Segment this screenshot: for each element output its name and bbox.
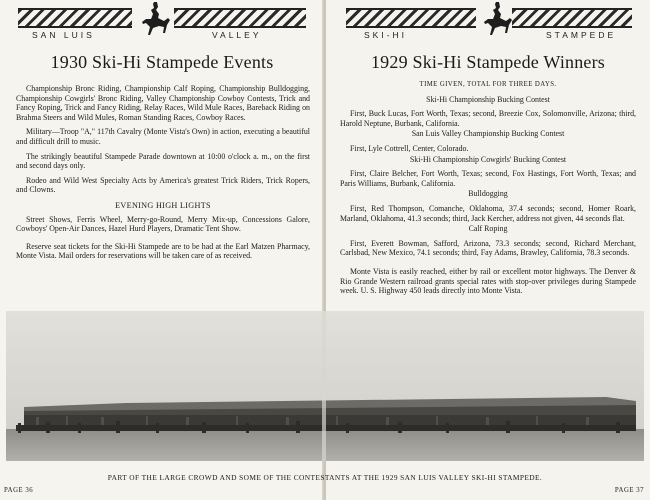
- page-number-left: PAGE 36: [4, 487, 34, 494]
- reserve-text: Reserve seat tickets for the Ski-Hi Stampede are to be had at the Earl Matzen Pharmacy, Monte Vista. Mail orders for reservations will be taken care of as received.: [16, 241, 310, 261]
- section-heading: Ski-Hi Championship Cowgirls' Bucking Contest: [409, 154, 567, 164]
- page-title: 1929 Ski-Hi Stampede Winners: [370, 52, 606, 72]
- stampede-crowd-photo: [6, 311, 644, 461]
- bronc-rider-icon: [480, 0, 514, 42]
- evening-text: Street Shows, Ferris Wheel, Merry-go-Round, Merry Mix-up, Concessions Galore, Cowboys' Open-Air Dances, Hazel Hurd Players, Dramatic Tent Show.: [16, 214, 310, 234]
- header-band-left-a: [18, 8, 132, 28]
- header-word-left: SAN LUIS: [32, 30, 95, 40]
- section-heading: San Luis Valley Championship Bucking Contest: [411, 129, 565, 139]
- events-paragraph: Military—Troop "A," 117th Cavalry (Monte Vista's Own) in action, executing a beautiful and difficult drill to music.: [16, 127, 310, 146]
- section-text: First, Buck Lucas, Fort Worth, Texas; second, Breezie Cox, Solomonville, Arizona; third, Harold Neptune, Burbank, California.: [340, 109, 636, 128]
- page-number-right: PAGE 37: [614, 487, 644, 494]
- bronc-rider-icon: [138, 0, 172, 42]
- section-text: First, Claire Belcher, Fort Worth, Texas; second, Fox Hastings, Fort Worth, Texas; and Paris Williams, Burbank, California.: [340, 169, 636, 188]
- header-word-right: VALLEY: [212, 30, 262, 40]
- header-word-right: STAMPEDE: [546, 30, 617, 40]
- winners-column: [340, 80, 636, 301]
- events-column: [16, 84, 310, 266]
- events-paragraph: Championship Bronc Riding, Championship Calf Roping, Championship Bulldogging, Championship Cowgirls' Bronc Riding, Valley Championship Cowboy Contests, Trick and Fancy Roping, Trick and Fancy Riding, Relay Races, Wild Mule Races, Bareback Riding on Brahma Steers and Wild Mules, Roman Standing Races, Cowboy Races.: [16, 84, 310, 122]
- photo-caption: PART OF THE LARGE CROWD AND SOME OF THE CONTESTANTS AT THE 1929 SAN LUIS VALLEY SKI-HI STAMPEDE.: [107, 473, 543, 482]
- events-paragraph: Rodeo and Wild West Specialty Acts by America's greatest Trick Riders, Trick Ropers, and Clowns.: [16, 175, 310, 195]
- section-heading: Calf Roping: [468, 224, 508, 234]
- header-band-right-b: [512, 8, 632, 28]
- section-text: First, Everett Bowman, Safford, Arizona, 73.3 seconds; second, Richard Merchant, Carlsbad, New Mexico, 74.1 seconds; third, Fay Adams, Brawley, California, 78.3 seconds.: [340, 238, 636, 258]
- section-text: First, Lyle Cottrell, Center, Colorado.: [350, 143, 469, 153]
- travel-text: Monte Vista is easily reached, either by rail or excellent motor highways. The Denver & Rio Grande Western railroad grants special rates with stop-over privileges during Stampede week. U. S. Highway 450 leads directly into Monte Vista.: [340, 266, 636, 296]
- time-note: TIME GIVEN, TOTAL FOR THREE DAYS.: [419, 81, 557, 88]
- header-word-left: SKI-HI: [364, 30, 408, 40]
- header-band-left-b: [174, 8, 306, 28]
- header-band-right-a: [346, 8, 476, 28]
- page-title: 1930 Ski-Hi Stampede Events: [50, 52, 274, 72]
- section-heading: Bulldogging: [468, 189, 508, 199]
- section-text: First, Red Thompson, Comanche, Oklahoma, 37.4 seconds; second, Homer Roark, Marland, Oklahoma, 41.3 seconds; third, Jack Kercher, address not given, 44 seconds flat.: [340, 203, 636, 223]
- section-heading: Ski-Hi Championship Bucking Contest: [426, 94, 550, 104]
- evening-heading: EVENING HIGH LIGHTS: [115, 200, 211, 210]
- events-paragraph: The strikingly beautiful Stampede Parade downtown at 10:00 o'clock a. m., on the first and second days only.: [16, 151, 310, 171]
